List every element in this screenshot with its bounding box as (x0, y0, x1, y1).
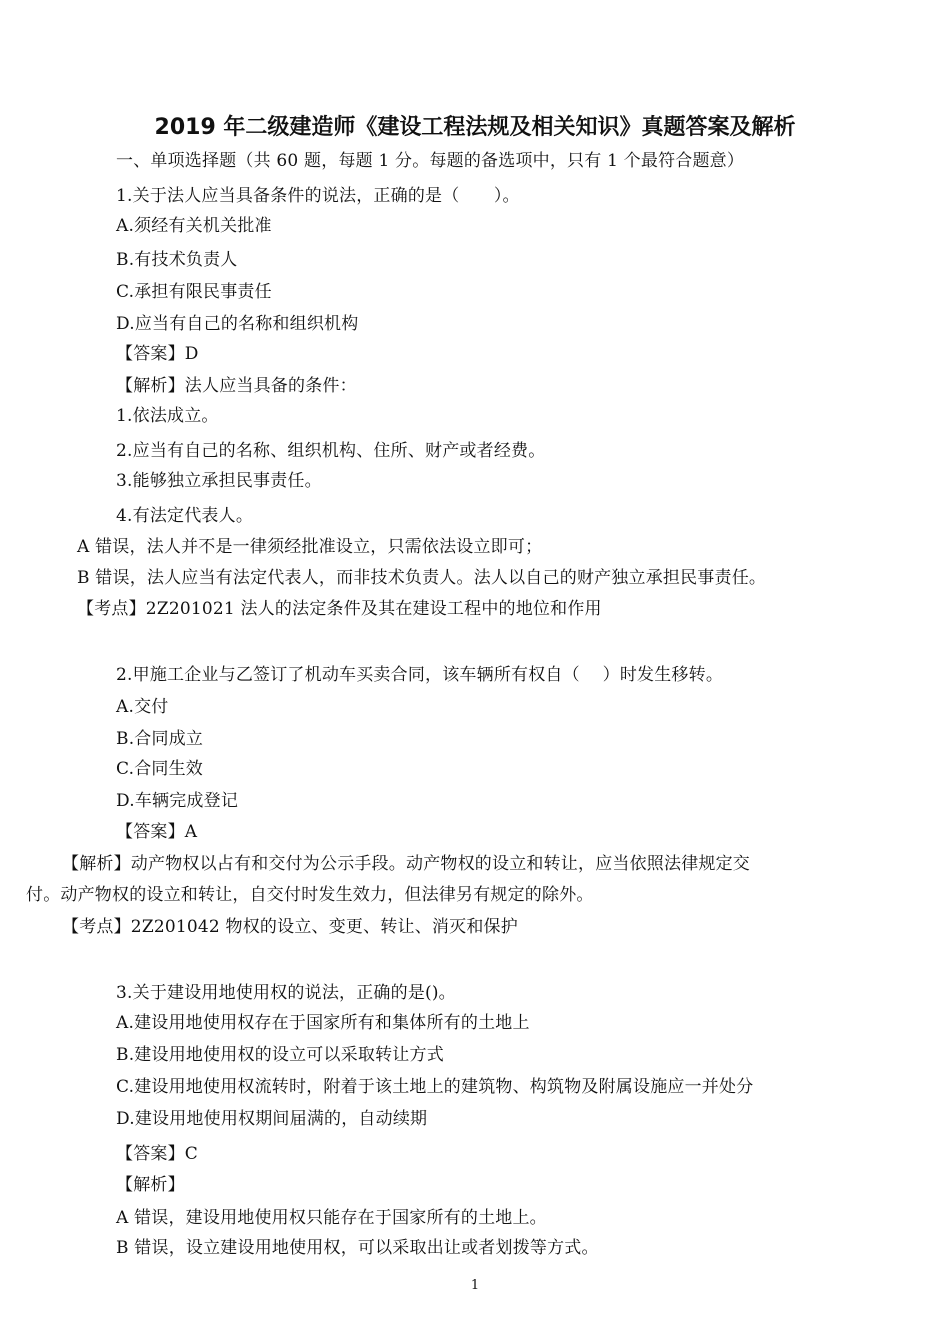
question-3-option-d: D.建设用地使用权期间届满的，自动续期 (116, 1109, 428, 1129)
question-1-analysis-line: B 错误，法人应当有法定代表人，而非技术负责人。法人以自己的财产独立承担民事责任。 (77, 568, 767, 588)
page-number: 1 (470, 1278, 480, 1293)
question-1-option-d: D.应当有自己的名称和组织机构 (116, 314, 359, 334)
question-2-stem: 2.甲施工企业与乙签订了机动车买卖合同，该车辆所有权自（ ）时发生移转。 (116, 665, 724, 685)
question-1-stem: 1.关于法人应当具备条件的说法，正确的是（ ）。 (116, 186, 520, 206)
question-2-exam-point: 【考点】2Z201042 物权的设立、变更、转让、消灭和保护 (62, 917, 518, 937)
question-1-analysis-line: 3.能够独立承担民事责任。 (116, 471, 322, 491)
question-1-option-a: A.须经有关机关批准 (116, 216, 272, 236)
question-1-analysis-line: 1.依法成立。 (116, 406, 219, 426)
question-1-analysis-line: A 错误，法人并不是一律须经批准设立，只需依法设立即可； (77, 537, 543, 557)
question-2-option-a: A.交付 (116, 697, 169, 717)
question-2-answer: 【答案】A (116, 822, 198, 842)
section-heading: 一、单项选择题（共 60 题，每题 1 分。每题的备选项中，只有 1 个最符合题意） (116, 151, 745, 171)
question-2-option-c: C.合同生效 (116, 759, 204, 779)
question-3-analysis-line: A 错误，建设用地使用权只能存在于国家所有的土地上。 (116, 1208, 547, 1228)
question-3-stem: 3.关于建设用地使用权的说法，正确的是()。 (116, 983, 456, 1003)
question-3-analysis-head: 【解析】 (116, 1175, 185, 1195)
question-2-option-d: D.车辆完成登记 (116, 791, 239, 811)
question-2-option-b: B.合同成立 (116, 729, 204, 749)
question-3-answer: 【答案】C (116, 1144, 199, 1164)
question-1-exam-point: 【考点】2Z201021 法人的法定条件及其在建设工程中的地位和作用 (77, 599, 602, 619)
question-1-analysis-head: 【解析】法人应当具备的条件： (116, 376, 357, 396)
question-2-analysis-line-1: 【解析】动产物权以占有和交付为公示手段。动产物权的设立和转让，应当依照法律规定交 (62, 854, 750, 874)
question-3-analysis-line: B 错误，设立建设用地使用权，可以采取出让或者划拨等方式。 (116, 1238, 599, 1258)
question-2-analysis-line-2: 付。动产物权的设立和转让，自交付时发生效力，但法律另有规定的除外。 (26, 885, 594, 905)
question-1-option-c: C.承担有限民事责任 (116, 282, 272, 302)
question-1-analysis-line: 4.有法定代表人。 (116, 506, 254, 526)
question-3-option-c: C.建设用地使用权流转时，附着于该土地上的建筑物、构筑物及附属设施应一并处分 (116, 1077, 754, 1097)
question-1-analysis-line: 2.应当有自己的名称、组织机构、住所、财产或者经费。 (116, 441, 546, 461)
question-3-option-a: A.建设用地使用权存在于国家所有和集体所有的土地上 (116, 1013, 530, 1033)
page-title: 2019 年二级建造师《建设工程法规及相关知识》真题答案及解析 (154, 115, 796, 140)
question-1-answer: 【答案】D (116, 344, 199, 364)
question-1-option-b: B.有技术负责人 (116, 250, 238, 270)
question-3-option-b: B.建设用地使用权的设立可以采取转让方式 (116, 1045, 444, 1065)
